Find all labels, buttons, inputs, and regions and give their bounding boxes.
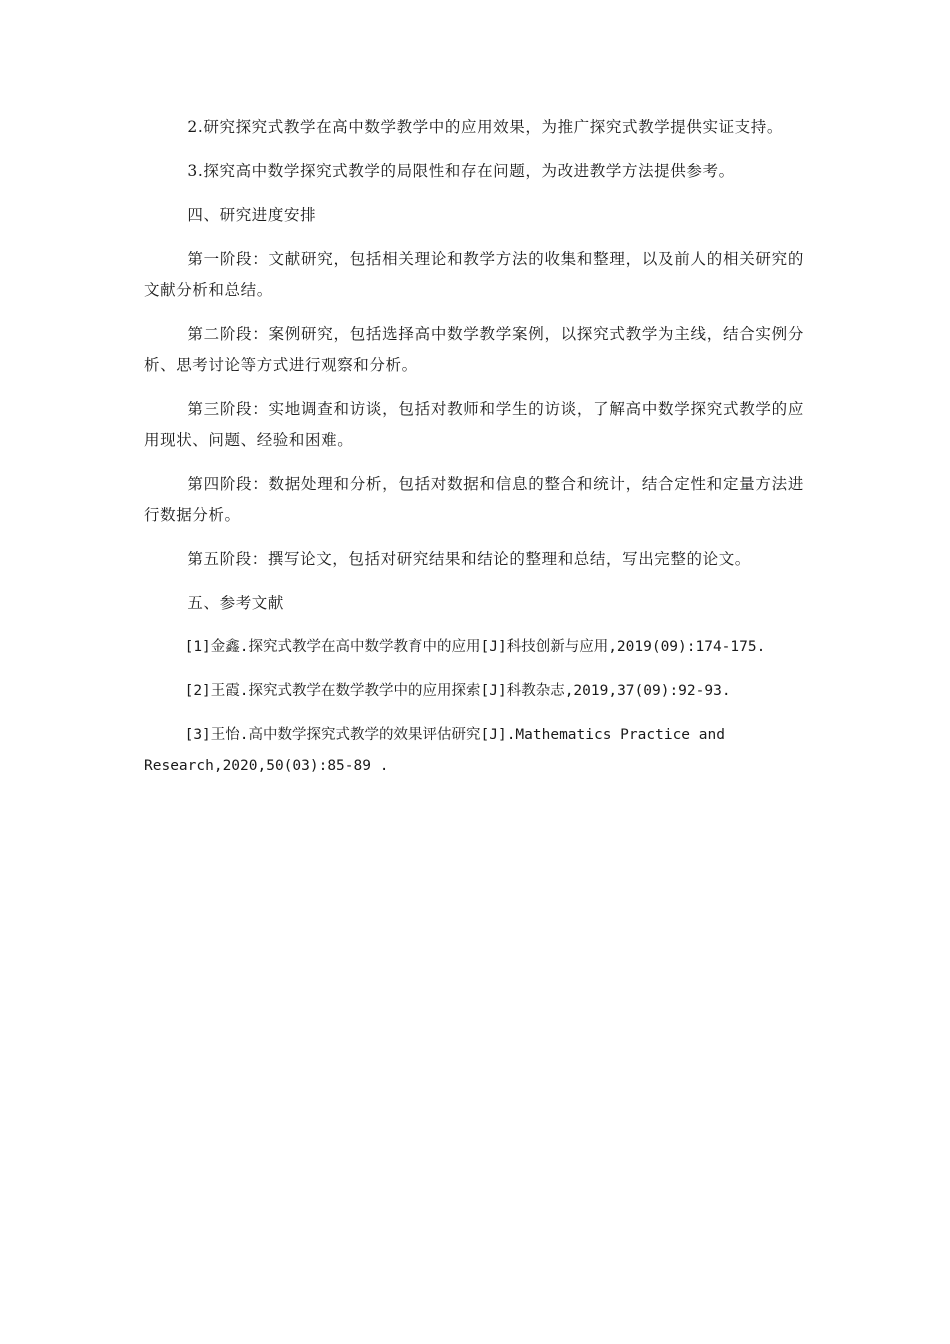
references-heading: 五、参考文献 [187,594,284,612]
objective-paragraph-2: 2.研究探究式教学在高中数学教学中的应用效果，为推广探究式教学提供实证支持。 [187,118,783,136]
stage-paragraph-4: 第四阶段：数据处理和分析，包括对数据和信息的整合和统计，结合定性和定量方法进行数据分析。 [144,475,804,524]
schedule-heading: 四、研究进度安排 [187,206,317,224]
reference-item-3: [3]王怡.高中数学探究式教学的效果评估研究[J].Mathematics Practice and Research,2020,50(03):85-89 . [144,727,725,774]
document-body [144,112,804,795]
stage-paragraph-3: 第三阶段：实地调查和访谈，包括对教师和学生的访谈，了解高中数学探究式教学的应用现状、问题、经验和困难。 [144,400,804,449]
stage-paragraph-2: 第二阶段：案例研究，包括选择高中数学教学案例，以探究式教学为主线，结合实例分析、思考讨论等方式进行观察和分析。 [144,325,804,374]
objective-paragraph-3: 3.探究高中数学探究式教学的局限性和存在问题，为改进教学方法提供参考。 [187,162,735,180]
reference-item-2: [2]王霞.探究式教学在数学教学中的应用探索[J]科教杂志,2019,37(09):92-93. [184,683,731,699]
reference-item-1: [1]金鑫.探究式教学在高中数学教育中的应用[J]科技创新与应用,2019(09):174-175. [184,639,766,655]
stage-paragraph-5: 第五阶段：撰写论文，包括对研究结果和结论的整理和总结，写出完整的论文。 [187,550,751,568]
stage-paragraph-1: 第一阶段：文献研究，包括相关理论和教学方法的收集和整理，以及前人的相关研究的文献分析和总结。 [144,250,804,299]
